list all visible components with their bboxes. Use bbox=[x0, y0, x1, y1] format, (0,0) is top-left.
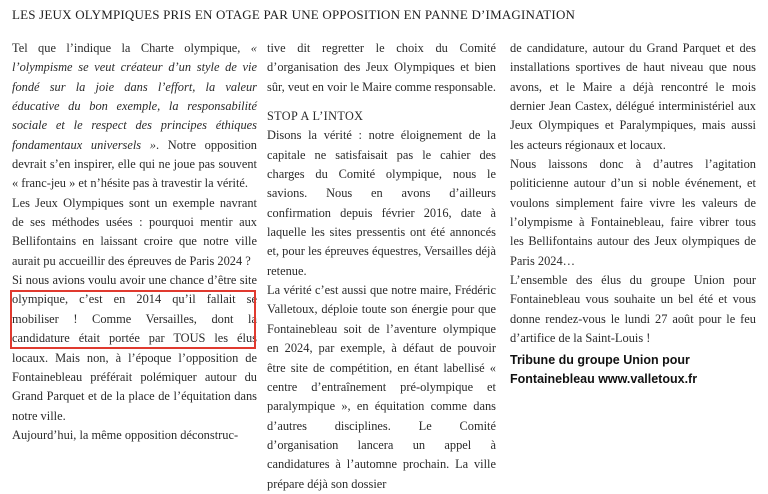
paragraph-values: Nous laissons donc à d’autres l’agitation politicienne autour d’un si noble événement, et voulons simplement faire vivre les valeurs de l’olympisme à Fontainebleau, faire vibrer tous les Bellifontains autour des Jeux olympiques de Paris 2024… bbox=[510, 157, 756, 268]
column-3 bbox=[510, 39, 756, 389]
charter-quote: « l’olympisme se veut créateur d’un style de vie fondé sur la joie dans l’effort, la valeur éducative du bon exemple, la responsabilité sociale et le respect des principes éthiques fondamentaux universels » bbox=[12, 41, 257, 152]
paragraph-charter-intro: Tel que l’indique la Charte olympique, bbox=[12, 41, 251, 55]
paragraph-charter bbox=[12, 39, 257, 194]
article-headline: LES JEUX OLYMPIQUES PRIS EN OTAGE PAR UNE OPPOSITION EN PANNE D’IMAGINATION bbox=[12, 7, 576, 22]
column-2 bbox=[267, 39, 496, 494]
highlight-box bbox=[10, 290, 256, 349]
paragraph-today: Aujourd’hui, la même opposition déconstruc- bbox=[12, 427, 239, 442]
paragraph-truth: Disons la vérité : notre éloignement de la capitale ne satisfaisait pas le cahier des charges du Comité olympique, nous le savions. Nous en avons d’ailleurs confirmation depuis février 2016, date à laquelle les sites pressentis ont été annoncés et, pour les épreuves équestres, Versailles déjà retenue. bbox=[267, 128, 496, 278]
signature: Tribune du groupe Union pour Fontainebleau www.valletoux.fr bbox=[510, 352, 698, 386]
column-1 bbox=[12, 39, 257, 445]
paragraph-mayor: La vérité c’est aussi que notre maire, Frédéric Valletoux, déploie toute son énergie pour que Fontainebleau soit de l’aventure olympique en 2024, par exemple, à défaut de pouvoir être site de compétition, en étant labellisé « centre d’entraînement pré-olympique et paralympique », en équitation comme dans d’autres disciplines. Le Comité d’organisation lancera un appel à candidatures à l’automne prochain. La ville prépare déjà son dossier bbox=[267, 283, 496, 491]
section-subheading: STOP A L’INTOX bbox=[267, 109, 364, 124]
paragraph-candidacy: de candidature, autour du Grand Parquet et des installations sportives de haut niveau que nous avons, et le Maire a déjà rencontré le mois dernier Jean Castex, délégué interministériel aux Jeux Olympiques et Paralympiques, mais aussi les acteurs régionaux et locaux. bbox=[510, 41, 756, 152]
paragraph-regret: tive dit regretter le choix du Comité d’organisation des Jeux Olympiques et bien sûr, veut en voir le Maire comme responsable. bbox=[267, 41, 497, 94]
paragraph-methods: Les Jeux Olympiques sont un exemple navrant de ses méthodes usées : pourquoi mentir aux Bellifontains en laissant croire que notre ville aurait pu accueillir des épreuves de Paris 2024 ? bbox=[12, 195, 257, 268]
paragraph-invitation: L’ensemble des élus du groupe Union pour Fontainebleau vous souhaite un bel été et vous donne rendez-vous le lundi 27 août pour le feu d’artifice de la Saint-Louis ! bbox=[510, 273, 756, 346]
paragraph-versailles: Si nous avions voulu avoir une chance d’être site olympique, c’est en 2014 qu’il fallait se mobiliser ! Comme Versailles, dont la candidature était portée par TOUS les élus locaux. Mais non, à l’époque l’opposition de Fontainebleau préférait polémiquer autour du Grand Parquet et de la place de l’équitation dans notre ville. bbox=[12, 273, 257, 423]
paragraph-charter-rest: . Notre opposition devrait s’en inspirer, elle qui ne joue pas souvent « franc-jeu » et n’hésite pas à travestir la vérité. bbox=[12, 137, 257, 191]
